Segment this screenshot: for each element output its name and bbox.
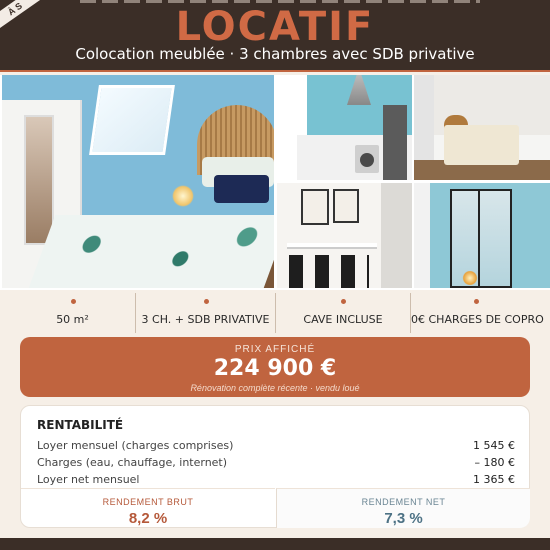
- rent-row: [37, 456, 515, 469]
- price-value: 224 900 €: [213, 356, 337, 381]
- rentabilite-title: RENTABILITÉ: [37, 418, 124, 432]
- rent-row-label: Loyer net mensuel: [37, 473, 140, 486]
- photo-second-bedroom[interactable]: [414, 75, 550, 180]
- rentabilite-card: [20, 405, 530, 528]
- rent-row-label: Charges (eau, chauffage, internet): [37, 456, 228, 469]
- page-subtitle: Colocation meublée · 3 chambres avec SDB privative: [75, 45, 475, 63]
- feature-charges: [410, 293, 544, 333]
- rent-row-value: 1 365 €: [473, 473, 515, 486]
- fridge: [383, 105, 407, 180]
- page-title: LOCATIF: [175, 4, 375, 50]
- pillow-navy: [214, 175, 269, 203]
- bedside-lamp: [172, 185, 194, 207]
- photo-wall: [414, 183, 430, 288]
- photo-kitchen[interactable]: [277, 75, 412, 180]
- wall-poster: [333, 189, 359, 223]
- rent-row-value: – 180 €: [474, 456, 515, 469]
- price-note: Rénovation complète récente · vendu loué: [190, 383, 360, 393]
- yield-brut-value: 8,2 %: [128, 510, 168, 527]
- mirror: [24, 115, 54, 245]
- shower-frame: [478, 189, 480, 288]
- features-bar: [10, 293, 544, 333]
- bed-cover: [29, 215, 274, 288]
- wall-poster: [301, 189, 329, 225]
- rent-row-value: 1 545 €: [473, 439, 515, 452]
- yield-net-label: RENDEMENT NET: [361, 497, 446, 507]
- photo-main-bedroom[interactable]: [2, 75, 274, 288]
- candle-light: [462, 271, 478, 285]
- photo-bathroom[interactable]: [414, 183, 550, 288]
- header-banner: [0, 0, 550, 72]
- bullet-icon: [474, 299, 479, 304]
- bar-table: [287, 243, 377, 249]
- skylight-window: [89, 85, 175, 155]
- bed: [444, 125, 519, 165]
- yield-net: [276, 488, 530, 528]
- bullet-icon: [204, 299, 209, 304]
- feature-label: CAVE INCLUSE: [303, 313, 383, 326]
- header-divider: [0, 70, 550, 72]
- rent-row: [37, 473, 515, 486]
- washing-machine: [355, 145, 379, 173]
- feature-surface: [10, 293, 135, 333]
- feature-rooms: [135, 293, 275, 333]
- bullet-icon: [71, 299, 76, 304]
- cut-off-headline: [80, 0, 480, 3]
- feature-label: 3 CH. + SDB PRIVATIVE: [141, 313, 270, 326]
- yield-brut-label: RENDEMENT BRUT: [102, 497, 194, 507]
- photo-gallery: [0, 75, 550, 290]
- yield-brut: [21, 488, 275, 528]
- yield-net-value: 7,3 %: [384, 510, 423, 527]
- feature-label: 0€ CHARGES DE COPRO: [411, 313, 544, 326]
- feature-cellar: [275, 293, 410, 333]
- door: [381, 183, 412, 288]
- bullet-icon: [341, 299, 346, 304]
- price-label: PRIX AFFICHÉ: [234, 344, 316, 355]
- bar-stools: [289, 255, 369, 288]
- rent-row: [37, 439, 515, 452]
- feature-label: 50 m²: [56, 313, 89, 326]
- shower-cabin: [450, 189, 512, 288]
- photo-dining-area[interactable]: [277, 183, 412, 288]
- price-box: [20, 337, 530, 397]
- corner-ribbon: À S: [0, 0, 48, 35]
- rent-row-label: Loyer mensuel (charges comprises): [37, 439, 234, 452]
- footer-bar: [0, 538, 550, 550]
